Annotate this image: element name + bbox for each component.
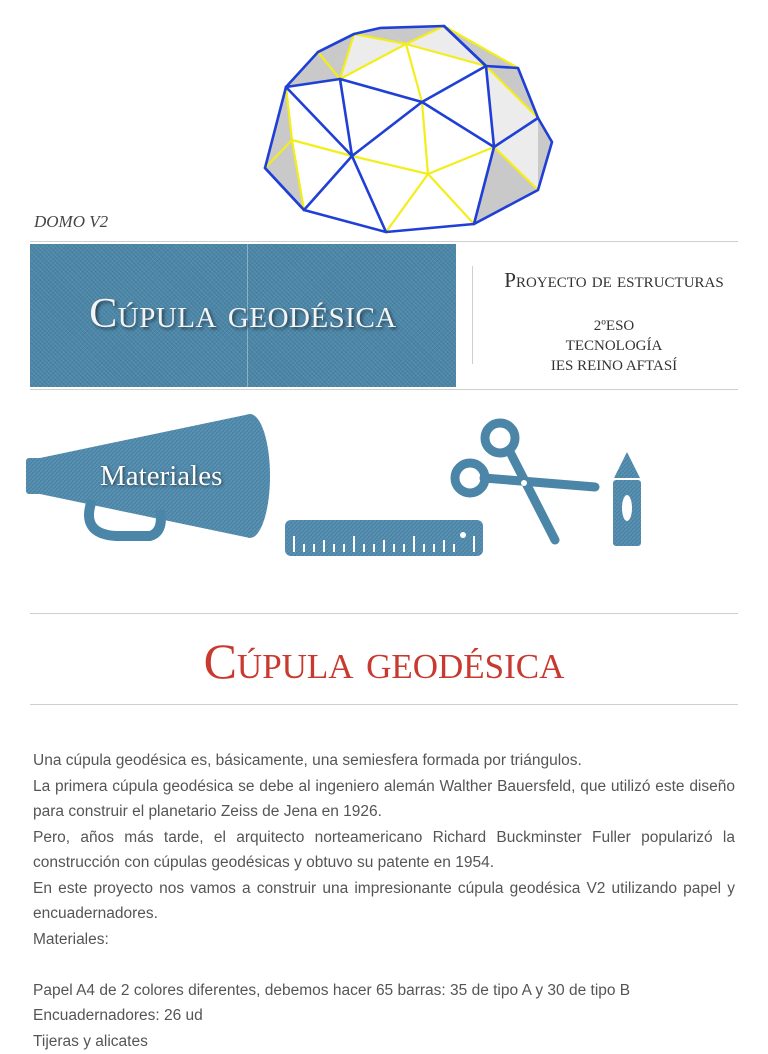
ruler-icon bbox=[285, 520, 483, 556]
subject-label: TECNOLOGÍA bbox=[480, 338, 748, 355]
project-title: Proyecto de estructuras bbox=[480, 268, 748, 293]
divider-heading-top bbox=[30, 613, 738, 614]
banner-title: Cúpula geodésica bbox=[30, 290, 456, 338]
spacer bbox=[33, 952, 735, 978]
vertical-divider bbox=[472, 266, 473, 364]
material-item: Encuadernadores: 26 ud bbox=[33, 1003, 735, 1029]
paragraph: Materiales: bbox=[33, 927, 735, 953]
material-item: Papel A4 de 2 colores diferentes, debemos hacer 65 barras: 35 de tipo A y 30 de tipo B bbox=[33, 978, 735, 1004]
paragraph: En este proyecto nos vamos a construir una impresionante cúpula geodésica V2 utilizando papel y encuadernadores. bbox=[33, 876, 735, 927]
divider-top bbox=[30, 241, 738, 242]
paragraph: Una cúpula geodésica es, básicamente, una semiesfera formada por triángulos. bbox=[33, 748, 735, 774]
crayon-icon bbox=[613, 452, 641, 546]
course-label: 2ºESO bbox=[480, 318, 748, 335]
divider-heading-bottom bbox=[30, 704, 738, 705]
divider-banner bbox=[30, 389, 738, 390]
materials-megaphone-label: Materiales bbox=[100, 460, 222, 493]
school-label: IES REINO AFTASÍ bbox=[480, 358, 748, 375]
section-heading: Cúpula geodésica bbox=[30, 632, 738, 690]
body-text bbox=[33, 748, 735, 1054]
geodesic-dome-illustration bbox=[258, 14, 558, 242]
paragraph: La primera cúpula geodésica se debe al ingeniero alemán Walther Bauersfeld, que utilizó este diseño para construir el planetario Zeiss de Jena en 1926. bbox=[33, 774, 735, 825]
material-item: Tijeras y alicates bbox=[33, 1029, 735, 1054]
document-label: DOMO V2 bbox=[34, 212, 108, 232]
paragraph: Pero, años más tarde, el arquitecto norteamericano Richard Buckminster Fuller popularizó la construcción con cúpulas geodésicas y obtuvo su patente en 1954. bbox=[33, 825, 735, 876]
